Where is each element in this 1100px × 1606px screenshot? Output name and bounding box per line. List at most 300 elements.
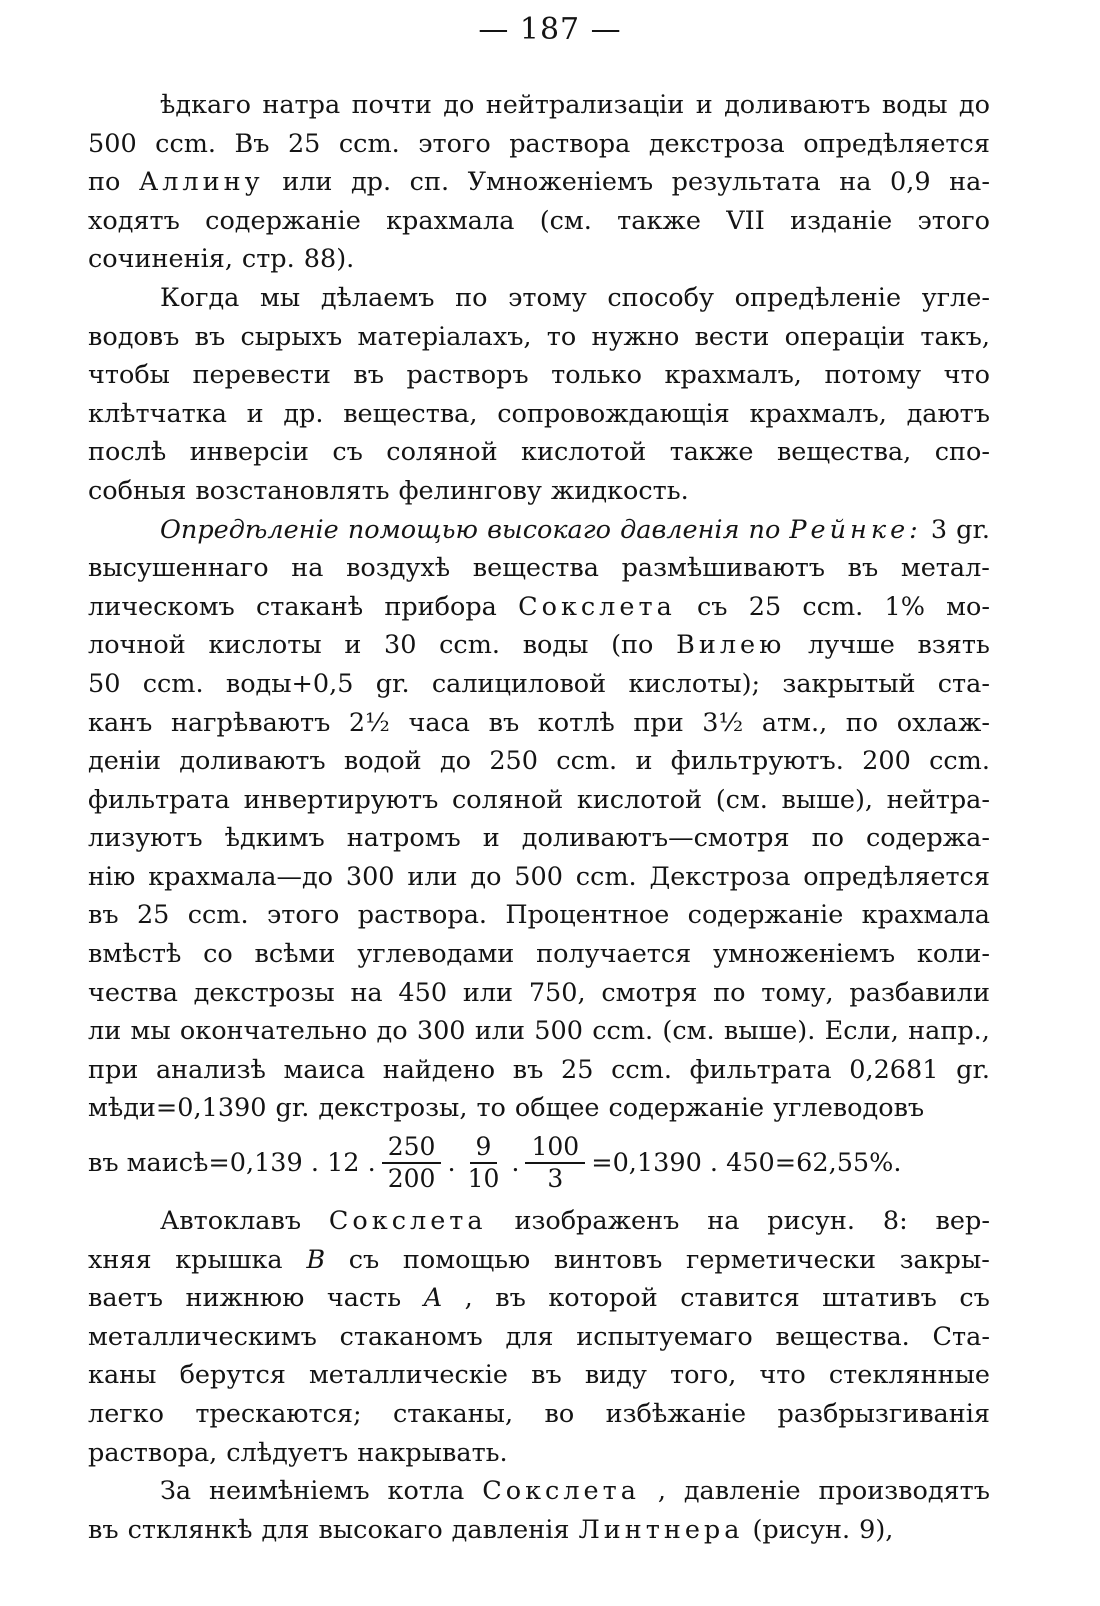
- word: въ: [531, 1360, 562, 1391]
- word: 25: [136, 900, 170, 931]
- word: вещества,: [776, 437, 912, 468]
- word: получается: [536, 939, 692, 970]
- text-line: [88, 1318, 990, 1357]
- word: способу: [607, 282, 714, 313]
- word: кислотой: [521, 437, 647, 468]
- fraction-denominator: 10: [467, 1164, 500, 1194]
- word: 25: [560, 1054, 594, 1085]
- text-line: [88, 433, 990, 472]
- word: также: [669, 437, 754, 468]
- word: Сокслета: [518, 591, 676, 622]
- word: даютъ: [906, 398, 990, 429]
- word: въ: [495, 1283, 526, 1314]
- word: 500: [514, 861, 563, 892]
- word: высокаго: [487, 514, 611, 545]
- word: съ: [697, 591, 728, 622]
- word: по: [455, 282, 488, 313]
- word: опредѣляется: [803, 861, 990, 892]
- text-line: [88, 356, 990, 395]
- word: водовъ: [88, 321, 180, 352]
- word: (см.: [662, 1016, 715, 1047]
- formula-fraction-3: [525, 1132, 585, 1194]
- text-line: [88, 395, 990, 434]
- word: изображенъ: [514, 1206, 680, 1237]
- word: слѣдуетъ: [226, 1437, 349, 1468]
- word: ходятъ: [88, 205, 180, 236]
- fraction-numerator: 100: [525, 1132, 585, 1164]
- word: растворъ: [406, 360, 529, 391]
- word: легко: [88, 1399, 164, 1429]
- word: Опредѣленіе: [160, 514, 339, 545]
- word: ,: [657, 1476, 666, 1507]
- word: 200: [862, 746, 911, 777]
- word: лучше: [808, 630, 895, 661]
- word: клѣтчатка: [88, 398, 227, 429]
- word: до: [443, 90, 475, 120]
- word: дѣлаемъ: [320, 282, 435, 313]
- word: Умноженіемъ: [467, 167, 654, 198]
- paragraph: [88, 279, 990, 511]
- word: стклянкѣ: [127, 1514, 253, 1545]
- word: натра: [262, 90, 341, 120]
- word: инвертируютъ: [243, 784, 439, 815]
- word: такъ,: [920, 321, 990, 352]
- word: опредѣляется: [803, 128, 990, 159]
- word: размѣшиваютъ: [621, 553, 826, 584]
- word: мы: [130, 1016, 171, 1047]
- word: или: [474, 1016, 526, 1047]
- text-line: [88, 1472, 990, 1511]
- word: во: [544, 1399, 575, 1429]
- word: каны: [88, 1360, 157, 1391]
- word: 9),: [859, 1514, 894, 1545]
- word: стр.: [241, 244, 295, 275]
- paragraph: [88, 511, 990, 1129]
- word: которой: [548, 1283, 658, 1314]
- word: на-: [949, 167, 990, 198]
- word: стеклянные: [828, 1360, 990, 1391]
- formula-dot: .: [447, 1148, 456, 1179]
- word: окончательно: [179, 1016, 368, 1047]
- word: кислотой: [576, 784, 703, 815]
- word: водой: [343, 746, 422, 777]
- word: воды: [522, 630, 589, 661]
- word: въ: [88, 900, 119, 931]
- word: накрывать.: [357, 1437, 508, 1468]
- word: нижнюю: [185, 1283, 305, 1314]
- word: смотря: [601, 977, 698, 1008]
- fraction-numerator: 9: [470, 1132, 498, 1164]
- word: производятъ: [818, 1476, 990, 1507]
- word: лическомъ: [88, 591, 235, 622]
- word: крахмала: [386, 205, 515, 236]
- text-line: [88, 1051, 990, 1090]
- word: ccm.: [439, 630, 500, 661]
- word: фильтрата: [88, 784, 230, 815]
- word: ccm.: [187, 900, 249, 931]
- word: (см.: [539, 205, 592, 236]
- formula-suffix: =0,1390 . 450=62,55%.: [591, 1148, 902, 1179]
- word: ѣдкаго: [160, 90, 251, 120]
- word: ваетъ: [88, 1283, 163, 1314]
- word: gr.: [956, 514, 990, 545]
- word: доливаютъ—смотря: [521, 823, 790, 854]
- text-line: [88, 819, 990, 858]
- word: Аллину: [138, 167, 264, 198]
- word: высокаго: [318, 1514, 443, 1545]
- word: котла: [387, 1476, 465, 1507]
- text-line: [88, 511, 990, 550]
- word: 300: [345, 861, 395, 892]
- text-line: [88, 549, 990, 588]
- word: то: [546, 321, 577, 352]
- word: найдено: [382, 1054, 496, 1085]
- word: опредѣленіе: [734, 282, 902, 313]
- formula-line: [88, 1130, 990, 1196]
- word: давленія: [620, 514, 740, 545]
- text-line: [88, 781, 990, 820]
- word: фелингову: [398, 475, 542, 506]
- text-line: [88, 125, 990, 164]
- word: анализѣ: [155, 1054, 266, 1085]
- word: gr.: [375, 668, 410, 699]
- word: углеводами: [357, 939, 515, 970]
- word: ѣдкимъ: [224, 823, 325, 854]
- text-line: [88, 1012, 990, 1051]
- text-line: [88, 1089, 990, 1128]
- word: или: [407, 861, 458, 892]
- word: ccm.: [556, 746, 618, 777]
- word: часа: [408, 707, 471, 738]
- paragraph: [88, 1472, 990, 1549]
- text-line: [88, 163, 990, 202]
- word: (по: [611, 630, 654, 661]
- word: результата: [671, 167, 821, 198]
- word: инверсіи: [189, 437, 309, 468]
- word: кислоты);: [628, 668, 761, 699]
- word: 0,9: [890, 167, 931, 198]
- word: и: [246, 398, 264, 429]
- word: 25: [748, 591, 782, 622]
- word: въ: [194, 321, 226, 352]
- word: Вилею: [676, 630, 786, 661]
- word: сопровождающія: [497, 398, 730, 429]
- word: часть: [326, 1283, 402, 1314]
- word: (рисун.: [752, 1514, 851, 1545]
- word: 0,2681: [849, 1054, 939, 1085]
- word: на: [350, 977, 383, 1008]
- word: закры-: [899, 1244, 990, 1275]
- word: съ: [959, 1283, 990, 1314]
- word: испытуемаго: [576, 1321, 753, 1352]
- word: декстроза: [648, 128, 785, 159]
- word: по: [845, 707, 879, 738]
- word: раствора,: [88, 1437, 218, 1468]
- word: до: [439, 746, 472, 777]
- text-line: [88, 1241, 990, 1280]
- word: по: [713, 977, 746, 1008]
- word: ста-: [937, 668, 990, 699]
- word: Декстроза: [649, 861, 791, 892]
- word: съ: [348, 1244, 380, 1275]
- word: 25: [287, 128, 321, 159]
- page-body: [88, 86, 990, 1549]
- word: перевести: [192, 360, 331, 391]
- word: Сокслета: [328, 1206, 487, 1237]
- word: и: [635, 746, 653, 777]
- word: вести: [694, 321, 770, 352]
- word: хняя: [88, 1244, 152, 1275]
- word: 2½: [348, 707, 390, 738]
- word: виду: [584, 1360, 647, 1391]
- word: штативъ: [822, 1283, 937, 1314]
- word: крышка: [175, 1244, 283, 1275]
- text-block-2: [88, 1202, 990, 1549]
- word: нію: [88, 861, 136, 892]
- word: вещества: [472, 553, 599, 584]
- word: Рейнке:: [789, 514, 922, 545]
- word: что: [943, 360, 990, 391]
- word: вещества,: [343, 398, 478, 429]
- text-line: [88, 974, 990, 1013]
- word: общее: [514, 1093, 600, 1124]
- formula-fraction-1: [382, 1132, 442, 1194]
- word: декстрозы: [193, 977, 335, 1008]
- word: 3: [930, 514, 948, 545]
- word: содержаніе: [608, 1093, 765, 1124]
- word: помощью: [402, 1244, 531, 1275]
- word: высушеннаго: [88, 553, 269, 584]
- text-line: [88, 665, 990, 704]
- word: салициловой: [431, 668, 607, 699]
- word: 450: [398, 977, 448, 1008]
- text-line: [88, 1395, 990, 1434]
- text-block-1: [88, 86, 990, 1128]
- text-line: [88, 86, 990, 125]
- word: 1%: [884, 591, 925, 622]
- word: 300: [416, 1016, 466, 1047]
- text-line: [88, 588, 990, 627]
- word: и: [482, 823, 500, 854]
- text-line: [88, 704, 990, 743]
- word: или: [462, 977, 514, 1008]
- word: вещества.: [775, 1321, 910, 1352]
- word: 250: [489, 746, 538, 777]
- text-line: [88, 279, 990, 318]
- word: доливаютъ: [724, 90, 871, 120]
- word: охлаж-: [896, 707, 990, 738]
- word: по: [811, 823, 844, 854]
- word: ccm.: [592, 1016, 654, 1047]
- word: вер-: [935, 1206, 990, 1237]
- word: B: [306, 1244, 326, 1275]
- word: собныя: [88, 475, 187, 506]
- word: ли: [88, 1016, 122, 1047]
- word: стаканы,: [392, 1399, 514, 1429]
- word: ccm.: [802, 591, 864, 622]
- word: канъ: [88, 707, 153, 738]
- word: Ста-: [932, 1321, 990, 1352]
- word: содержаніе: [205, 205, 361, 236]
- word: 88).: [303, 244, 355, 275]
- word: ccm.: [338, 128, 400, 159]
- word: жидкость.: [550, 475, 689, 506]
- word: на: [839, 167, 872, 198]
- word: Въ: [234, 128, 270, 159]
- word: избѣжаніе: [605, 1399, 747, 1429]
- word: этого: [266, 900, 340, 931]
- word: Линтнера: [578, 1514, 744, 1545]
- word: винтовъ: [553, 1244, 663, 1275]
- word: мы: [260, 282, 301, 313]
- word: давленія: [451, 1514, 570, 1545]
- word: мо-: [946, 591, 990, 622]
- word: ccm.: [575, 861, 637, 892]
- word: разбавили: [849, 977, 990, 1008]
- word: умноженіемъ: [713, 939, 896, 970]
- word: фильтруютъ.: [670, 746, 844, 777]
- word: Автоклавъ: [160, 1206, 302, 1237]
- word: трескаются;: [195, 1399, 362, 1429]
- text-line: [88, 935, 990, 974]
- word: почти: [351, 90, 432, 120]
- word: послѣ: [88, 437, 167, 468]
- word: металлическимъ: [88, 1321, 317, 1352]
- word: этого: [418, 128, 491, 159]
- word: доливаютъ: [179, 746, 326, 777]
- word: матеріалахъ,: [357, 321, 532, 352]
- word: для: [505, 1321, 554, 1352]
- word: выше).: [723, 1016, 816, 1047]
- word: операціи: [784, 321, 906, 352]
- word: др.: [350, 167, 392, 198]
- word: герметически: [685, 1244, 876, 1275]
- word: (см.: [715, 784, 768, 815]
- word: при: [633, 707, 684, 738]
- formula-dot: .: [511, 1148, 520, 1179]
- word: деніи: [88, 746, 161, 777]
- word: сочиненія,: [88, 244, 233, 275]
- word: до: [376, 1016, 408, 1047]
- word: метал-: [900, 553, 990, 584]
- text-line: [88, 240, 990, 279]
- word: содержа-: [865, 823, 990, 854]
- text-line: [88, 1434, 990, 1473]
- word: 8:: [882, 1206, 908, 1237]
- text-line: [88, 1202, 990, 1241]
- word: съ: [332, 437, 363, 468]
- word: соляной: [386, 437, 498, 468]
- word: нейтрализаціи: [485, 90, 685, 120]
- fraction-denominator: 200: [387, 1164, 436, 1194]
- word: взять: [917, 630, 990, 661]
- word: стаканѣ: [256, 591, 364, 622]
- word: Когда: [160, 282, 240, 313]
- word: 30: [384, 630, 417, 661]
- word: крахмалъ,: [749, 398, 887, 429]
- word: декстрозы,: [318, 1093, 468, 1124]
- word: только: [551, 360, 642, 391]
- word: 3½: [702, 707, 744, 738]
- word: выше),: [781, 784, 874, 815]
- word: лочной: [88, 630, 186, 661]
- word: угле-: [921, 282, 990, 313]
- word: чтобы: [88, 360, 170, 391]
- word: или: [282, 167, 333, 198]
- word: 500: [88, 128, 137, 159]
- word: ccm.: [142, 668, 204, 699]
- word: берутся: [179, 1360, 286, 1391]
- word: закрытый: [782, 668, 916, 699]
- word: прибора: [384, 591, 497, 622]
- word: соляной: [451, 784, 564, 815]
- paragraph: [88, 86, 990, 279]
- word: котлѣ: [537, 707, 615, 738]
- word: gr.: [275, 1093, 310, 1124]
- word: 500: [534, 1016, 583, 1047]
- word: по: [748, 514, 781, 545]
- word: въ: [847, 553, 879, 584]
- text-line: [88, 472, 990, 511]
- word: давленіе: [683, 1476, 801, 1507]
- word: воды: [881, 90, 948, 120]
- word: вмѣстѣ: [88, 939, 182, 970]
- fraction-numerator: 250: [382, 1132, 442, 1164]
- word: атм.,: [761, 707, 828, 738]
- word: изданіе: [790, 205, 893, 236]
- word: разбрызгиванія: [777, 1399, 990, 1429]
- word: чества: [88, 977, 178, 1008]
- text-line: [88, 202, 990, 241]
- word: того,: [670, 1360, 737, 1391]
- word: VII: [726, 205, 765, 236]
- text-line: [88, 858, 990, 897]
- word: со: [203, 939, 233, 970]
- text-line: [88, 896, 990, 935]
- word: 50: [88, 668, 121, 699]
- word: неимѣніемъ: [209, 1476, 370, 1507]
- word: что: [759, 1360, 806, 1391]
- word: рисун.: [767, 1206, 855, 1237]
- word: углеводовъ: [773, 1093, 925, 1124]
- word: маиса: [283, 1054, 366, 1085]
- word: раствора: [509, 128, 631, 159]
- word: ccm.: [611, 1054, 672, 1085]
- word: крахмала: [861, 900, 990, 931]
- word: въ: [512, 1054, 544, 1085]
- formula-prefix: въ маисѣ=0,139 . 12 .: [88, 1148, 376, 1179]
- word: то: [476, 1093, 506, 1124]
- word: За: [160, 1476, 192, 1507]
- word: ,: [464, 1283, 473, 1314]
- word: A: [423, 1283, 443, 1314]
- word: коли-: [916, 939, 990, 970]
- word: сп.: [409, 167, 450, 198]
- word: сырыхъ: [240, 321, 343, 352]
- word: спо-: [934, 437, 990, 468]
- word: кислоты: [208, 630, 322, 661]
- word: нужно: [591, 321, 680, 352]
- word: Сокслета: [482, 1476, 640, 1507]
- word: до: [470, 861, 502, 892]
- formula-fraction-2: [462, 1132, 506, 1194]
- word: въ: [88, 1514, 119, 1545]
- word: металлическіе: [308, 1360, 508, 1391]
- page-number: — 187 —: [478, 12, 622, 47]
- text-line: [88, 742, 990, 781]
- word: крахмала—до: [148, 861, 334, 892]
- text-line: [88, 318, 990, 357]
